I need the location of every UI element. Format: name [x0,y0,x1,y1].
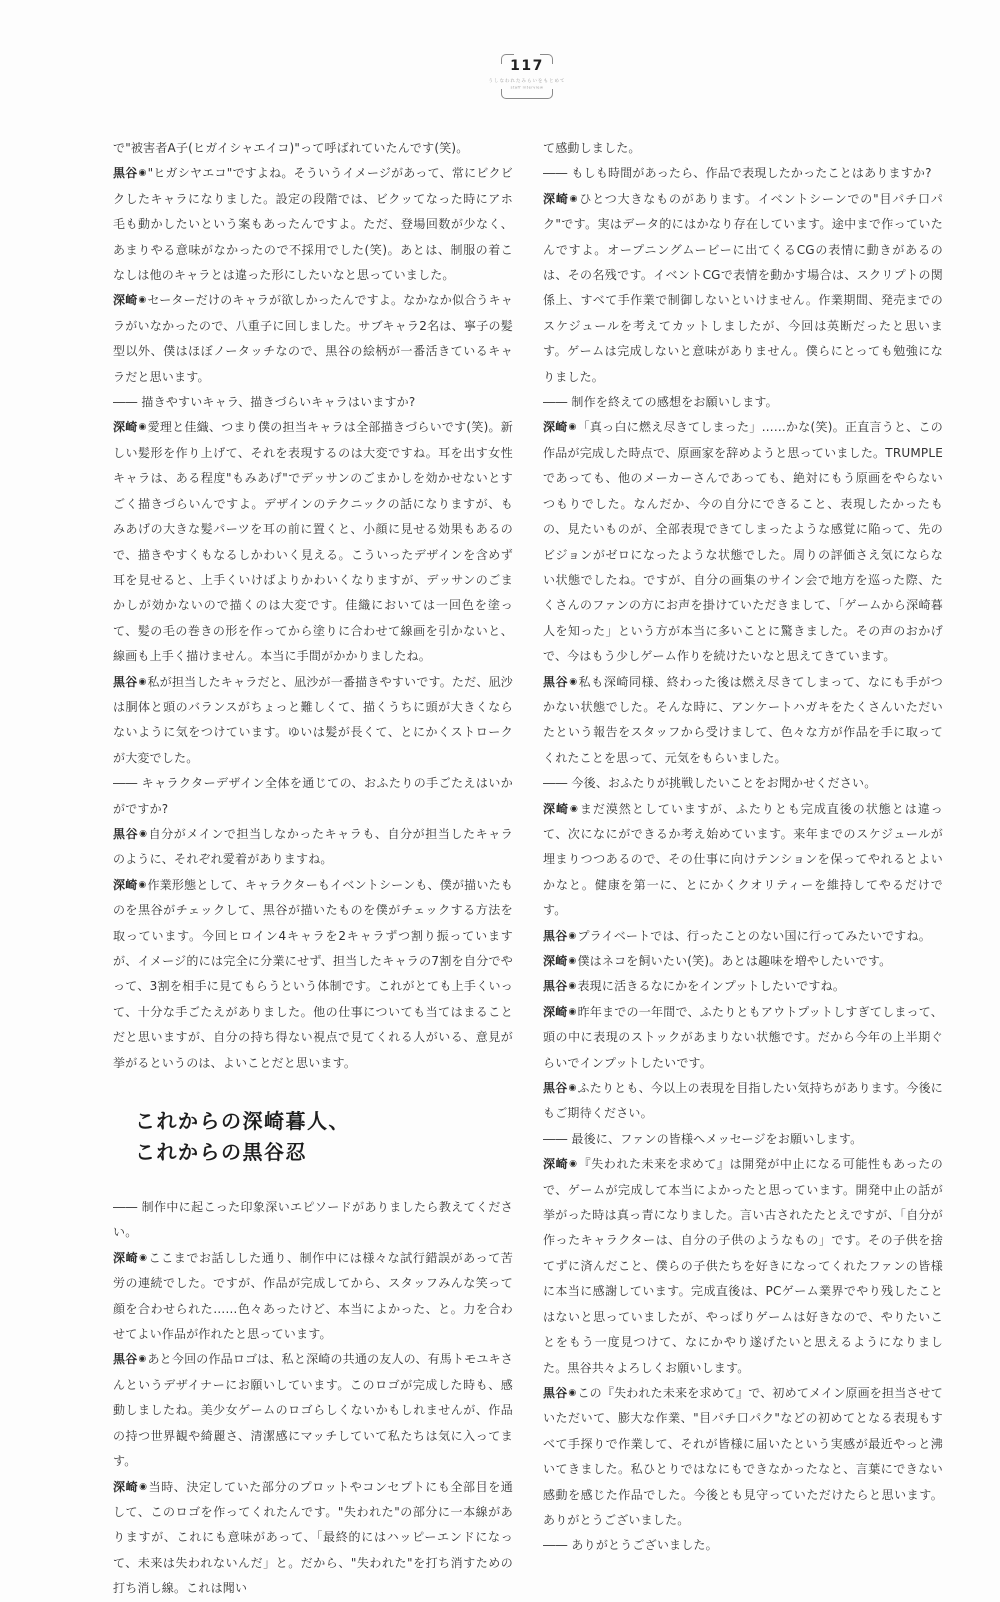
paragraph-text: ふたりとも、今以上の表現を目指したい気持ちがあります。今後にもご期待ください。 [543,1081,943,1121]
paragraph-text: "ヒガシヤエコ"ですよね。そういうイメージがあって、常にビクビクしたキャラになりました。設定の段階では、ビクッてなった時にアホ毛も動かしたいという案もあったんですよ。ただ、登場回数が少なく、あまりやる意味がなかったので不採用でした(笑)。あとは、制服の着こなしは他のキャラとは違った形にしたいなと思っていました。 [113,166,513,283]
speaker-name: 黒谷 [113,1352,138,1367]
speaker-mark-icon: ◉ [568,1006,577,1017]
question-dash: ―― [113,776,142,791]
interview-paragraph [543,924,943,949]
paragraph-text: 作業形態として、キャラクターもイベントシーンも、僕が描いたものを黒谷がチェックして、黒谷が描いたものを僕がチェックする方法を取っています。今回ヒロイン4キャラを2キャラずつ割り振っていますが、イメージ的には完全に分業にせず、担当したキャラの7割を自分でやって、3割を相手に見てもらうという体制です。これがとても上手くいって、十分な手ごたえがありました。他の仕事についても当てはまることだと思いますが、自分の持ち得ない視点で見てくれる人がいる、意見が挙がるというのは、よいことだと思います。 [113,877,513,1070]
speaker-name: 黒谷 [543,1385,568,1400]
paragraph-text: 私も深崎同様、終わった後は燃え尽きてしまって、なにも手がつかない状態でした。そんな時に、アンケートハガキをたくさんいただいたという報告をスタッフから受けまして、色々な方が作品を手に取ってくれたことを思って、元気をもらいました。 [543,674,943,765]
speaker-mark-icon: ◉ [570,803,579,814]
speaker-mark-icon: ◉ [138,1354,147,1365]
page-caption-line1: うしなわれたみらいをもとめて [488,78,566,84]
speaker-name: 黒谷 [113,166,138,181]
speaker-mark-icon: ◉ [139,1481,148,1492]
interviewer-question [543,1127,943,1152]
interview-paragraph [543,949,943,974]
speaker-name: 深崎 [113,1479,139,1494]
speaker-name: 黒谷 [543,979,568,994]
interviewer-question [113,771,513,822]
paragraph-text: 当時、決定していた部分のプロットやコンセプトにも全部目を通して、このロゴを作ってくれたんです。"失われた"の部分に一本線がありますが、これにも意味があって、「最終的にはハッピーエンドになって、未来は失われないんだ」と。だから、"失われた"を打ち消すための打ち消し線。これは聞い [113,1479,513,1596]
interview-paragraph [543,1076,943,1127]
section-heading-line: これからの黒谷忍 [135,1140,307,1165]
paragraph-text: この『失われた未来を求めて』で、初めてメイン原画を担当させていただいて、膨大な作業、"目パチ口パク"などの初めてとなる表現もすべて手探りで作業して、それが皆様に届いたという実感が最近やっと沸いてきました。私ひとりではなにもできなかったなと、言葉にできない感動を感じた作品でした。今後とも見守っていただけたらと思います。ありがとうございました。 [543,1385,943,1527]
speaker-name: 深崎 [113,877,138,892]
speaker-name: 深崎 [543,1004,568,1019]
interview-paragraph [113,136,513,161]
speaker-name: 黒谷 [543,674,569,689]
speaker-mark-icon: ◉ [568,956,577,966]
paragraph-text: 僕はネコを飼いたい(笑)。あとは趣味を増やしたいです。 [577,954,892,968]
interview-paragraph [543,1381,943,1533]
speaker-name: 深崎 [543,801,569,816]
right-column [543,136,943,1559]
paragraph-text: ひとつ大きなものがあります。イベントシーンでの"目パチ口パク"です。実はデータ的にはかなり存在しています。途中まで作っていたんですよ。オープニングムービーに出てくるCGの表情に動きがあるのは、その名残です。イベントCGで表情を動かす場合は、スクリプトの関係上、すべて手作業で制御しないといけません。作業期間、発売までのスケジュールを考えてカットしましたが、今回は英断だったと思います。ゲームは完成しないと意味がありません。僕らにとっても勉強になりました。 [543,191,943,384]
frame-bottom [501,89,553,99]
interview-paragraph [543,136,943,161]
paragraph-text: 制作を終えての感想をお願いします。 [571,395,778,410]
interview-paragraph [113,873,513,1076]
interview-paragraph [543,670,943,772]
speaker-mark-icon: ◉ [569,676,578,687]
interview-paragraph [113,670,513,772]
question-dash: ―― [543,166,572,181]
paragraph-text: キャラクターデザイン全体を通じての、おふたりの手ごたえはいかがですか? [113,776,513,816]
paragraph-text: セーターだけのキャラが欲しかったんですよ。なかなか似合うキャラがいなかったので、八重子に回しました。サブキャラ2名は、寧子の髪型以外、僕はほぼノータッチなので、黒谷の絵柄が一番活きているキャラだと思います。 [113,293,513,384]
question-dash: ―― [543,395,572,410]
paragraph-text: まだ漠然としていますが、ふたりとも完成直後の状態とは違って、次になにができるか考え始めています。来年までのスケジュールが埋まりつつあるので、その仕事に向けテンションを保ってやれるとよいかなと。健康を第一に、とにかくクオリティーを維持してやるだけです。 [543,801,943,918]
section-heading-line: これからの深崎暮人、 [135,1109,350,1134]
speaker-mark-icon: ◉ [568,981,577,992]
speaker-mark-icon: ◉ [138,168,147,179]
paragraph-text: 『失われた未来を求めて』は開発が中止になる可能性もあったので、ゲームが完成して本当によかったと思っています。開発中止の話が挙がった時は真っ青になりました。言い古されたたとえですが、「自分が作ったキャラクターは、自分の子供のようなもの」です。その子供を捨てずに済んだこと、僕らの子供たちを好きになってくれたファンの皆様に本当に感謝しています。完成直後は、PCゲーム業界でやり残したことはないと思っていましたが、やっぱりゲームは好きなので、やりたいことをもう一度見つけて、なにかやり遂げたいと思えるようになりました。黒谷共々よろしくお願いします。 [543,1157,943,1375]
speaker-mark-icon: ◉ [568,1387,577,1398]
paragraph-text: 表現に活きるなにかをインプットしたいですね。 [577,979,846,994]
paragraph-text: 最後に、ファンの皆様へメッセージをお願いします。 [571,1131,863,1146]
speaker-mark-icon: ◉ [138,422,147,433]
interview-paragraph [543,974,943,999]
interview-paragraph [113,288,513,390]
speaker-mark-icon: ◉ [568,422,577,433]
speaker-mark-icon: ◉ [138,879,147,890]
paragraph-text: 私が担当したキャラだと、凪沙が一番描きやすいです。ただ、凪沙は胴体と頭のバランスがちょっと難しくて、描くうちに頭が大きくならないように気をつけています。ゆいは髪が長くて、とにかくストロークが大変でした。 [113,674,513,765]
section-heading [135,1106,513,1168]
question-dash: ―― [113,395,142,410]
paragraph-text: 「真っ白に燃え尽きてしまった」……かな(笑)。正直言うと、この作品が完成した時点で、原画家を辞めようと思っていました。TRUMPLEであっても、他のメーカーさんであっても、絶対にもう原画をやらないつもりでした。なんだか、今の自分にできること、表現したかったもの、見たいものが、全部表現できてしまったような感覚に陥って、先のビジョンがゼロになったような状態でした。周りの評価さえ気にならない状態でしたね。ですが、自分の画集のサイン会で地方を巡った際、たくさんのファンの方にお声を掛けていただきまして、「ゲームから深崎暮人を知った」という方が本当に多いことに驚きました。その声のおかげで、今はもう少しゲーム作りを続けたいなと思えてきています。 [543,420,943,664]
speaker-mark-icon: ◉ [139,1252,148,1263]
speaker-name: 黒谷 [543,928,568,943]
speaker-name: 深崎 [543,191,569,206]
speaker-name: 深崎 [543,954,568,968]
paragraph-text: 今後、おふたりが挑戦したいことをお聞かせください。 [571,776,877,791]
speaker-name: 深崎 [543,420,568,435]
question-dash: ―― [113,1200,142,1215]
interviewer-question [543,1533,943,1558]
speaker-name: 深崎 [113,420,138,435]
speaker-name: 深崎 [113,1250,139,1265]
interview-paragraph [543,187,943,390]
paragraph-text: 愛理と佳織、つまり僕の担当キャラは全部描きづらいです(笑)。新しい髪形を作り上げて、それを表現するのは大変ですね。耳を出す女性キャラは、ある程度"もみあげ"でデッサンのごまかしを効かせないとすごく描きづらいんですよ。デザインのテクニックの話になりますが、もみあげの大きな髪パーツを耳の前に置くと、小顔に見せる効果もあるので、描きやすくもなるしかわいく見える。こういったデザインを含めず耳を見せると、上手くいけばよりかわいくなりますが、デッサンのごまかしが効かないので描くのは大変です。佳織においては一回色を塗って、髪の毛の巻きの形を作ってから塗りに合わせて線画を引かないと、線画も上手く描けません。本当に手間がかかりましたね。 [113,420,513,664]
speaker-mark-icon: ◉ [138,676,147,687]
paragraph-text: 自分がメインで担当しなかったキャラも、自分が担当したキャラのように、それぞれ愛着がありますね。 [113,826,513,867]
paragraph-text: あと今回の作品ロゴは、私と深崎の共通の友人の、有馬トモユキさんというデザイナーにお願いしています。このロゴが完成した時も、感動しましたね。美少女ゲームのロゴらしくないかもしれませんが、作品の持つ世界観や綺麗さ、清潔感にマッチしていて私たちは気に入ってます。 [113,1352,513,1469]
interview-paragraph [113,415,513,669]
speaker-mark-icon: ◉ [568,1083,577,1094]
paragraph-text: 描きやすいキャラ、描きづらいキャラはいますか? [141,395,416,410]
page-caption-line2: staff interview [510,85,544,90]
speaker-name: 黒谷 [543,1081,568,1096]
interviewer-question [113,390,513,415]
speaker-mark-icon: ◉ [139,828,148,839]
interviewer-question [543,390,943,415]
paragraph-text: 昨年までの一年間で、ふたりともアウトプットしすぎてしまって、頭の中に表現のストックがあまりない状態です。だから今年の上半期ぐらいでインプットしたいです。 [543,1004,943,1070]
question-dash: ―― [543,1538,572,1553]
paragraph-text: ここまでお話しした通り、制作中には様々な試行錯誤があって苦労の連続でした。ですが、作品が完成してから、スタッフみんな笑って顔を合わせられた……色々あったけど、本当によかった、と。力を合わせてよい作品が作れたと思っています。 [113,1250,513,1342]
question-dash: ―― [543,1131,572,1146]
speaker-mark-icon: ◉ [568,930,577,941]
page-number: 117 [510,58,544,74]
interview-paragraph [113,1475,513,1602]
question-dash: ―― [543,776,572,791]
interview-paragraph [113,1347,513,1474]
interview-paragraph [543,1000,943,1076]
speaker-name: 黒谷 [113,826,139,841]
interview-paragraph [113,822,513,873]
paragraph-text: で"被害者A子(ヒガイシャエイコ)"って呼ばれていたんです(笑)。 [113,141,469,155]
page-number-frame [488,54,566,99]
interviewer-question [543,161,943,186]
interviewer-question [113,1195,513,1246]
interview-paragraph [543,415,943,669]
paragraph-text: もしも時間があったら、作品で表現したかったことはありますか? [571,166,932,181]
interview-paragraph [543,797,943,924]
interview-paragraph [113,1246,513,1348]
paragraph-text: プライベートでは、行ったことのない国に行ってみたいですね。 [577,928,931,943]
speaker-mark-icon: ◉ [569,193,579,204]
speaker-name: 深崎 [113,293,138,308]
interview-paragraph [543,1152,943,1381]
interview-paragraph [113,161,513,288]
paragraph-text: 制作中に起こった印象深いエピソードがありましたら教えてください。 [113,1200,513,1240]
speaker-name: 深崎 [543,1157,569,1172]
speaker-mark-icon: ◉ [569,1159,578,1170]
page-caption [477,78,577,90]
paragraph-text: て感動しました。 [543,141,641,155]
speaker-mark-icon: ◉ [138,295,147,306]
speaker-name: 黒谷 [113,674,138,689]
left-column [113,136,513,1602]
interviewer-question [543,771,943,796]
paragraph-text: ありがとうございました。 [571,1538,718,1553]
